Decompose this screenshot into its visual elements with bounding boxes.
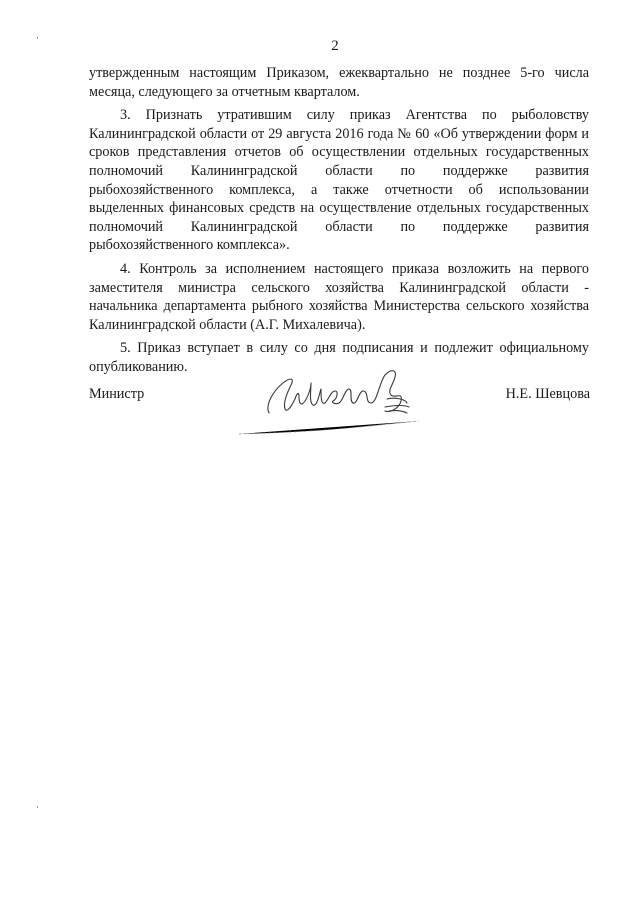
document-body bbox=[89, 64, 589, 381]
paragraph-item-5: 5. Приказ вступает в силу со дня подписания и подлежит официальному опубликованию. bbox=[89, 340, 589, 375]
page-number: 2 bbox=[331, 38, 339, 54]
scan-speck bbox=[37, 806, 38, 808]
handwritten-signature bbox=[239, 361, 479, 441]
paragraph-continuation: утвержденным настоящим Приказом, ежеквартально не позднее 5-го числа месяца, следующего за отчетным кварталом. bbox=[89, 65, 589, 100]
paragraph-item-4: 4. Контроль за исполнением настоящего приказа возложить на первого заместителя министра сельского хозяйства Калининградской области - начальника департамента рыбного хозяйства Министерства сельского хозяйства Калининградской области (А.Г. Михалевича). bbox=[89, 260, 589, 333]
paragraph-item-3: 3. Признать утратившим силу приказ Агентства по рыболовству Калининградской области от 29 августа 2016 года № 60 «Об утверждении форм и сроков представления отчетов об осуществлении отдельных государственных полномочий Калининградской области по поддержке развития рыбохозяйственного комплекса, а также отчетности об использовании выделенных финансовых средств на осуществление отдельных государственных полномочий Калининградской области по поддержке развития рыбохозяйственного комплекса». bbox=[89, 107, 589, 254]
signatory-title: Министр bbox=[89, 386, 145, 402]
signatory-name: Н.Е. Шевцова bbox=[505, 386, 590, 402]
signature-block bbox=[89, 386, 590, 446]
